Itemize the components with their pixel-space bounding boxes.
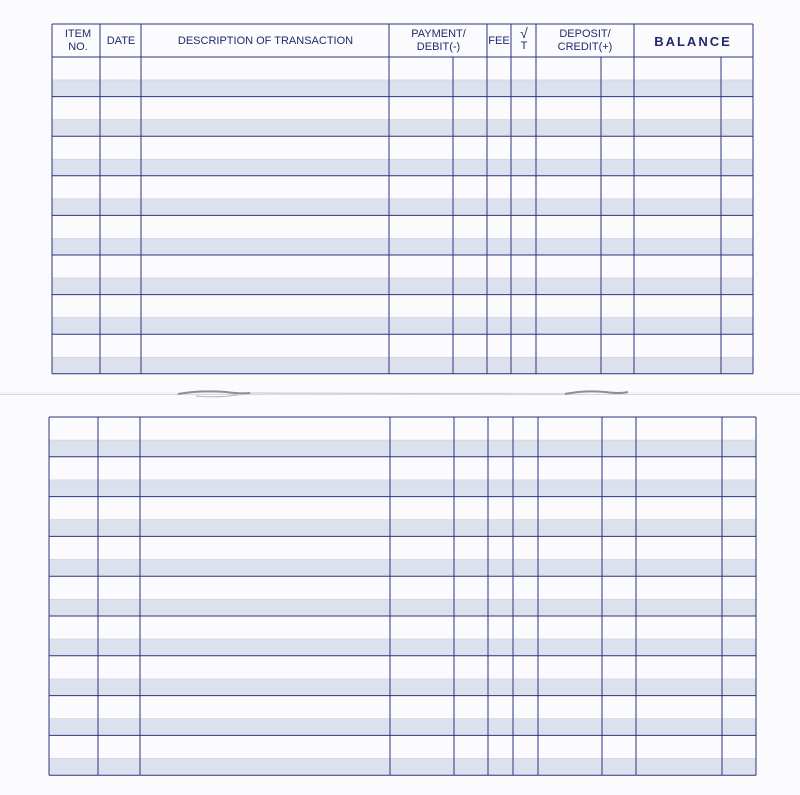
header-item-no-line2: NO.	[68, 41, 88, 53]
shaded-band	[52, 278, 753, 295]
header-description: DESCRIPTION OF TRANSACTION	[177, 35, 354, 47]
header-item-no	[56, 28, 100, 54]
shaded-band	[49, 719, 756, 736]
header-check-t: T	[520, 40, 528, 52]
shaded-band	[49, 679, 756, 696]
header-item-no-line1: ITEM	[64, 28, 92, 40]
register-grid-top	[0, 0, 800, 392]
shaded-band	[49, 480, 756, 497]
header-date: DATE	[106, 35, 136, 47]
staple-right	[565, 391, 628, 394]
header-balance: BALANCE	[654, 34, 732, 49]
shaded-band	[52, 318, 753, 335]
register-grid-bottom	[0, 395, 800, 795]
register-page-bottom	[0, 394, 800, 795]
shaded-band	[52, 159, 753, 176]
shaded-band	[52, 357, 753, 374]
shaded-band	[52, 238, 753, 255]
header-payment-line1: PAYMENT/	[411, 28, 466, 40]
shaded-band	[52, 80, 753, 97]
shaded-band	[49, 639, 756, 656]
shaded-band	[52, 199, 753, 216]
shaded-band	[49, 440, 756, 457]
shaded-band	[49, 599, 756, 616]
header-deposit	[536, 28, 634, 54]
staple-left	[178, 391, 250, 394]
shaded-band	[52, 120, 753, 137]
shaded-band	[49, 758, 756, 775]
staple-left-shine	[196, 395, 238, 397]
header-check	[512, 26, 536, 53]
staple-thread	[250, 393, 565, 394]
shaded-band	[49, 559, 756, 576]
register-page-top	[0, 0, 800, 392]
check-mark-icon: √	[520, 25, 528, 41]
header-fee: FEE	[488, 35, 510, 47]
header-payment	[390, 28, 487, 54]
header-deposit-line2: CREDIT(+)	[557, 41, 613, 53]
staple-binding	[0, 386, 800, 402]
header-payment-line2: DEBIT(-)	[416, 41, 461, 53]
shaded-band	[49, 520, 756, 537]
header-deposit-line1: DEPOSIT/	[559, 28, 611, 40]
